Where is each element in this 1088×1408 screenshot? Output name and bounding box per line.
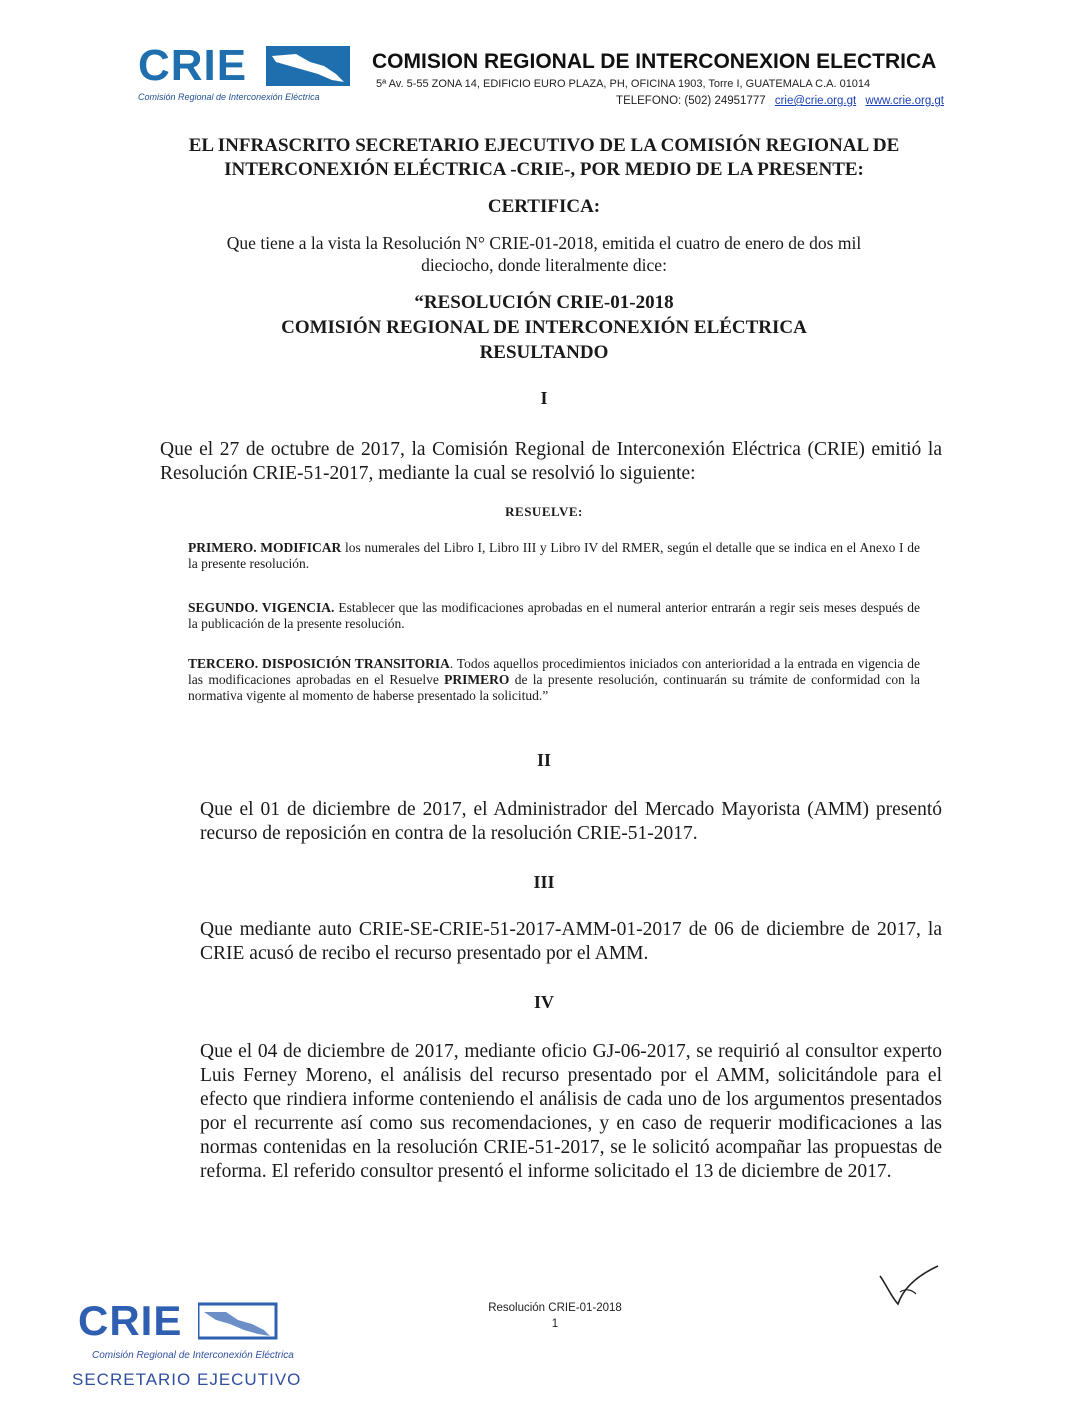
resuelve-segundo (188, 600, 920, 632)
stamp-subtitle: Comisión Regional de Interconexión Eléctrica (92, 1350, 294, 1361)
certifica-heading: CERTIFICA: (487, 196, 601, 217)
phone-text: TELEFONO: (502) 24951777 (616, 95, 766, 107)
intro-text (0, 232, 1088, 276)
secretary-stamp (72, 1297, 332, 1400)
resolution-heading-line-1: “RESOLUCIÓN CRIE-01-2018 (414, 292, 674, 313)
intro-text-line-1: Que tiene a la vista la Resolución N° CRIE-01-2018, emitida el cuatro de enero de dos mil (226, 233, 862, 253)
stamp-logo-text: CRIE (78, 1297, 183, 1344)
central-america-map-icon (266, 44, 350, 90)
section-i-numeral: I (540, 388, 548, 408)
section-iv-text: Que el 04 de diciembre de 2017, mediante oficio GJ-06-2017, se requirió al consultor experto Luis Ferney Moreno, el análisis del recurso presentado por el AMM, solicitándole para el efecto que rindiera informe conteniendo el análisis de cada uno de los argumentos presentados por el recurrente así como sus recomendaciones, y en caso de requerir modificaciones a las normas contenidas en la resolución CRIE-51-2017, se le solicitó acompañar las propuestas de reforma. El referido consultor presentó el informe solicitado el 13 de diciembre de 2017. (200, 1041, 942, 1182)
intro-heading-line-2: INTERCONEXIÓN ELÉCTRICA -CRIE-, POR MEDIO DE LA PRESENTE: (224, 159, 864, 180)
logo-text: CRIE (138, 41, 248, 90)
stamp-title: SECRETARIO EJECUTIVO (72, 1370, 302, 1389)
section-iii-text: Que mediante auto CRIE-SE-CRIE-51-2017-AMM-01-2017 de 06 de diciembre de 2017, la CRIE acusó de recibo el recurso presentado por el AMM. (200, 919, 942, 964)
logo-subtitle: Comisión Regional de Interconexión Eléctrica (138, 92, 320, 102)
resuelve-tercero (188, 656, 920, 704)
section-iii-numeral: III (533, 872, 555, 892)
initials-signature-icon (876, 1262, 946, 1312)
section-iv-numeral: IV (533, 992, 554, 1012)
email-link[interactable]: crie@crie.org.gt (774, 95, 857, 107)
intro-heading (0, 134, 1088, 182)
resolution-heading-line-3: RESULTANDO (479, 342, 609, 363)
stamp-map-icon (198, 1302, 278, 1342)
intro-text-line-2: dieciocho, donde literalmente dice: (421, 255, 667, 275)
tercero-text-2: de la presente resolución, continuarán su trámite de conformidad con la normativa vigente al momento de haberse presentado la solicitud.” (188, 672, 920, 703)
section-ii-text: Que el 01 de diciembre de 2017, el Administrador del Mercado Mayorista (AMM) presentó recurso de reposición en contra de la resolución CRIE-51-2017. (200, 799, 942, 844)
section-ii-numeral: II (536, 750, 551, 770)
contact-line (616, 95, 944, 107)
crie-logo (138, 41, 370, 104)
section-i-text: Que el 27 de octubre de 2017, la Comisión Regional de Interconexión Eléctrica (CRIE) emitió la Resolución CRIE-51-2017, mediante la cual se resolvió lo siguiente: (160, 439, 942, 484)
primero-label: PRIMERO. MODIFICAR (188, 540, 342, 555)
tercero-bold: PRIMERO (444, 672, 510, 687)
resolution-heading (0, 290, 1088, 365)
tercero-label: TERCERO. DISPOSICIÓN TRANSITORIA (188, 656, 450, 671)
tercero-text-1: . Todos aquellos procedimientos iniciados con anterioridad a la entrada en vigencia de las modificaciones aprobadas en el Resuelve (188, 656, 920, 687)
primero-text: los numerales del Libro I, Libro III y Libro IV del RMER, según el detalle que se indica en el Anexo I de la presente resolución. (188, 540, 920, 571)
segundo-label: SEGUNDO. VIGENCIA. (188, 600, 335, 615)
resuelve-heading: RESUELVE: (505, 504, 583, 519)
organization-address: 5ª Av. 5-55 ZONA 14, EDIFICIO EURO PLAZA, PH, OFICINA 1903, Torre I, GUATEMALA C.A. 01014 (376, 78, 871, 90)
organization-name: COMISION REGIONAL DE INTERCONEXION ELECTRICA (372, 50, 937, 73)
footer-document-reference: Resolución CRIE-01-2018 (488, 1302, 622, 1314)
page-number: 1 (551, 1318, 559, 1330)
segundo-text: Establecer que las modificaciones aprobadas en el numeral anterior entrarán a regir seis meses después de la publicación de la presente resolución. (188, 600, 920, 631)
resolution-heading-line-2: COMISIÓN REGIONAL DE INTERCONEXIÓN ELÉCTRICA (281, 317, 807, 338)
website-link[interactable]: www.crie.org.gt (865, 95, 944, 107)
page-footer (440, 1300, 670, 1332)
intro-heading-line-1: EL INFRASCRITO SECRETARIO EJECUTIVO DE LA COMISIÓN REGIONAL DE (188, 135, 900, 156)
resuelve-primero (188, 540, 920, 572)
